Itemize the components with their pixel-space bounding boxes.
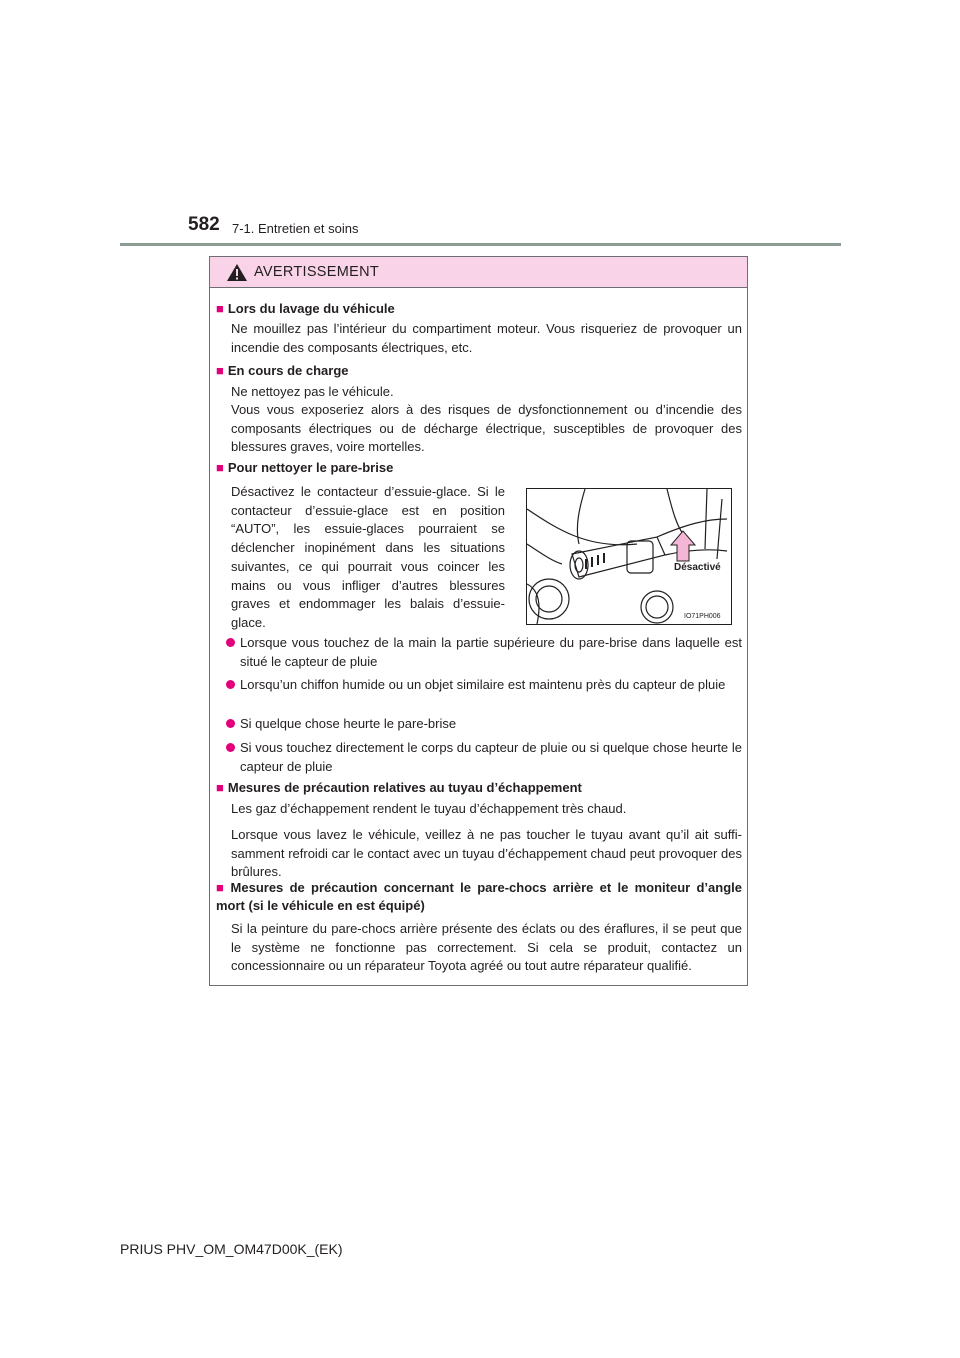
paragraph: Vous vous exposeriez alors à des risques de dysfonctionnement ou d’incendie des composants électriques ou de décharge électrique, susceptibles de provoquer des blessures graves, voire mortelles. (231, 402, 742, 455)
round-bullet-icon (226, 719, 235, 728)
square-bullet-icon: ■ (216, 780, 224, 795)
off-position-label: Désactivé (674, 562, 721, 573)
image-code: IO71PH006 (684, 613, 721, 620)
paragraph: Lorsque vous lavez le véhicule, veillez à ne pas toucher le tuyau avant qu’il ait suffi-samment refroidi car le contact avec un tuyau d’échappement chaud peut provoquer des brûlures. (231, 827, 742, 880)
square-bullet-icon: ■ (216, 363, 224, 378)
round-bullet-icon (226, 743, 235, 752)
paragraph: Les gaz d’échappement rendent le tuyau d’échappement très chaud. (231, 801, 627, 816)
paragraph: Ne mouillez pas l’intérieur du compartiment moteur. Vous risqueriez de provoquer un incendie des composants électriques, etc. (231, 321, 742, 355)
square-bullet-icon: ■ (216, 460, 224, 475)
square-bullet-icon: ■ (216, 880, 227, 895)
section-heading: ■ Pour nettoyer le pare-brise (216, 460, 394, 475)
section-heading: ■ Lors du lavage du véhicule (216, 301, 395, 316)
footer-model-code: PRIUS PHV_OM_OM47D00K_(EK) (120, 1241, 343, 1257)
list-item: Lorsque vous touchez de la main la partie supérieure du pare-brise dans laquelle est situé le capteur de pluie (226, 634, 742, 671)
section-title: 7-1. Entretien et soins (232, 221, 359, 236)
warning-header (210, 257, 747, 288)
list-item: Si quelque chose heurte le pare-brise (226, 715, 742, 734)
warning-triangle-icon (226, 263, 248, 282)
wiper-lever-drawing (527, 489, 731, 624)
warning-title: AVERTISSEMENT (254, 264, 380, 280)
paragraph: Si la peinture du pare-chocs arrière présente des éclats ou des éraflures, il se peut que le système ne fonctionne pas correctement. Si cela se produit, contactez un concessionnaire ou un réparateur Toyota agréé ou tout autre réparateur qualifié. (231, 921, 742, 974)
header-rule (120, 243, 841, 246)
section-heading: ■ Mesures de précaution concernant le pare-chocs arrière et le moniteur d’angle mort (si le véhicule en est équipé) (216, 880, 742, 913)
wiper-switch-illustration (526, 488, 732, 625)
list-item: Si vous touchez directement le corps du capteur de pluie ou si quelque chose heurte le capteur de pluie (226, 739, 742, 776)
list-item: Lorsqu’un chiffon humide ou un objet similaire est maintenu près du capteur de pluie (226, 676, 742, 695)
section-heading: ■ Mesures de précaution relatives au tuyau d’échappement (216, 780, 582, 795)
paragraph: Ne nettoyez pas le véhicule. (231, 384, 394, 399)
paragraph: Désactivez le contacteur d’essuie-glace. Si le contacteur d’essuie-glace est en position “AUTO”, les essuie-glaces pourraient se déclencher inopinément dans les situations suivantes, ce qui pourrait vous coincer les mains ou vous infliger d’autres blessures graves et endommager les balais d’essuie-glace. (231, 484, 505, 630)
round-bullet-icon (226, 638, 235, 647)
section-heading: ■ En cours de charge (216, 363, 349, 378)
square-bullet-icon: ■ (216, 301, 224, 316)
round-bullet-icon (226, 680, 235, 689)
page-number: 582 (188, 214, 220, 235)
